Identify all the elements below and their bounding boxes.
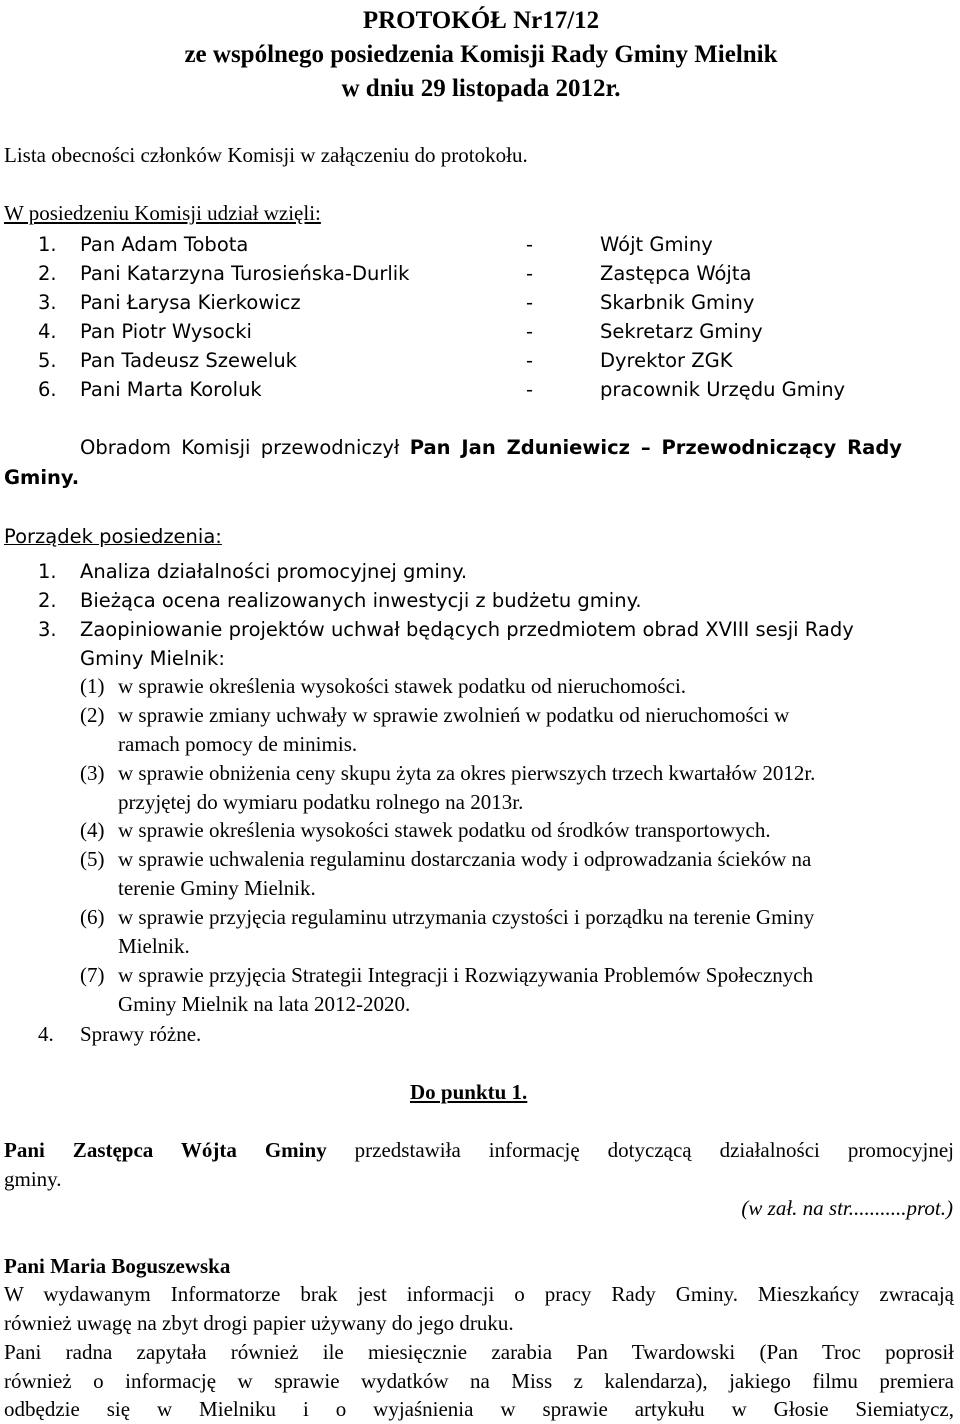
agenda-item-num: 4.	[38, 1022, 54, 1046]
point1-paragraph	[4, 1136, 954, 1165]
participant-num: 4.	[38, 320, 57, 343]
sub-item-text: w sprawie uchwalenia regulaminu dostarczania wody i odprowadzania ścieków na	[118, 847, 812, 871]
sub-item-num: (7)	[80, 963, 105, 987]
sub-item-text: w sprawie przyjęcia regulaminu utrzymania czystości i porządku na terenie Gminy	[118, 905, 815, 929]
agenda-item-text: Zaopiniowanie projektów uchwał będących przedmiotem obrad XVIII sesji Rady	[80, 618, 854, 641]
title-line-2: ze wspólnego posiedzenia Komisji Rady Gminy Mielnik	[184, 41, 778, 68]
sub-item-text: terenie Gminy Mielnik.	[118, 876, 316, 900]
participant-name: Pani Katarzyna Turosieńska-Durlik	[80, 262, 410, 285]
sub-item-num: (6)	[80, 905, 105, 929]
participant-num: 6.	[38, 378, 57, 401]
title-line-1: PROTOKÓŁ Nr17/12	[362, 7, 600, 34]
agenda-heading: Porządek posiedzenia:	[4, 525, 222, 548]
participant-dash: -	[526, 291, 534, 314]
agenda-item-num: 2.	[38, 589, 57, 612]
participants-heading: W posiedzeniu Komisji udział wzięli:	[4, 201, 321, 225]
sub-item-text: przyjętej do wymiaru podatku rolnego na 2013r.	[118, 790, 524, 814]
point1-text: przedstawiła informację dotyczącą działalności promocyjnej	[326, 1138, 954, 1162]
participant-name: Pan Tadeusz Szeweluk	[80, 349, 297, 372]
participant-name: Pan Piotr Wysocki	[80, 320, 252, 343]
attachment-note: (w zał. na str...........prot.)	[741, 1196, 953, 1220]
participant-num: 1.	[38, 233, 57, 256]
point1-line2: gminy.	[4, 1167, 62, 1191]
participant-name: Pan Adam Tobota	[80, 233, 249, 256]
sub-item-text: ramach pomocy de minimis.	[118, 732, 358, 756]
sub-item-text: w sprawie zmiany uchwały w sprawie zwolnień w podatku od nieruchomości w	[118, 703, 790, 727]
agenda-item-text: Gminy Mielnik:	[80, 647, 225, 670]
chair-continuation: Gminy.	[4, 466, 80, 489]
sub-item-text: w sprawie obniżenia ceny skupu żyta za okres pierwszych trzech kwartałów 2012r.	[118, 761, 816, 785]
chair-prefix: Obradom Komisji przewodniczył	[80, 436, 410, 459]
participant-dash: -	[526, 233, 534, 256]
participant-role: Wójt Gminy	[600, 233, 713, 256]
sub-item-text: Mielnik.	[118, 934, 190, 958]
participant-role: Sekretarz Gminy	[600, 320, 763, 343]
agenda-item-text: Bieżąca ocena realizowanych inwestycji z budżetu gminy.	[80, 589, 642, 612]
participant-num: 5.	[38, 349, 57, 372]
sub-item-num: (5)	[80, 847, 105, 871]
sub-item-num: (2)	[80, 703, 105, 727]
agenda-item-num: 1.	[38, 560, 57, 583]
boguszewska-line: odbędzie się w Mielniku i o wyjaśnienia w sprawie artykułu w Głosie Siemiatycz,	[4, 1397, 954, 1421]
boguszewska-line: również uwagę na zbyt drogi papier używany do jego druku.	[4, 1311, 514, 1335]
sub-item-text: Gminy Mielnik na lata 2012-2020.	[118, 992, 411, 1016]
sub-item-text: w sprawie przyjęcia Strategii Integracji i Rozwiązywania Problemów Społecznych	[118, 963, 814, 987]
participant-role: Dyrektor ZGK	[600, 349, 733, 372]
participant-name: Pani Marta Koroluk	[80, 378, 262, 401]
chair-paragraph	[80, 433, 902, 462]
participant-num: 2.	[38, 262, 57, 285]
participant-role: Zastępca Wójta	[600, 262, 752, 285]
title-line-3: w dniu 29 listopada 2012r.	[341, 75, 621, 102]
point1-heading: Do punktu 1.	[410, 1080, 528, 1104]
sub-item-num: (1)	[80, 674, 105, 698]
participant-dash: -	[526, 262, 534, 285]
participant-role: pracownik Urzędu Gminy	[600, 378, 846, 401]
agenda-item-num: 3.	[38, 618, 57, 641]
participant-dash: -	[526, 320, 534, 343]
boguszewska-line: również o informację w sprawie wydatków na Miss z kalendarza), jakiego filmu premiera	[4, 1369, 954, 1393]
sub-item-num: (4)	[80, 818, 105, 842]
sub-item-text: w sprawie określenia wysokości stawek podatku od środków transportowych.	[118, 818, 771, 842]
boguszewska-line: Pani radna zapytała również ile miesięcznie zarabia Pan Twardowski (Pan Troc poprosił	[4, 1340, 954, 1364]
agenda-item-text: Sprawy różne.	[80, 1022, 202, 1046]
participant-dash: -	[526, 349, 534, 372]
participant-role: Skarbnik Gminy	[600, 291, 755, 314]
participant-dash: -	[526, 378, 534, 401]
sub-item-text: w sprawie określenia wysokości stawek podatku od nieruchomości.	[118, 674, 687, 698]
sub-item-num: (3)	[80, 761, 105, 785]
agenda-item-text: Analiza działalności promocyjnej gminy.	[80, 560, 468, 583]
attendance-note: Lista obecności członków Komisji w załączeniu do protokołu.	[4, 143, 528, 167]
point1-speaker: Pani Zastępca Wójta Gminy	[4, 1138, 327, 1162]
chair-name: Pan Jan Zduniewicz – Przewodniczący Rady	[409, 436, 902, 459]
boguszewska-speaker: Pani Maria Boguszewska	[4, 1254, 231, 1278]
participant-num: 3.	[38, 291, 57, 314]
boguszewska-line: W wydawanym Informatorze brak jest informacji o pracy Rady Gminy. Mieszkańcy zwracają	[4, 1282, 954, 1306]
participant-name: Pani Łarysa Kierkowicz	[80, 291, 301, 314]
document-title	[0, 4, 960, 106]
